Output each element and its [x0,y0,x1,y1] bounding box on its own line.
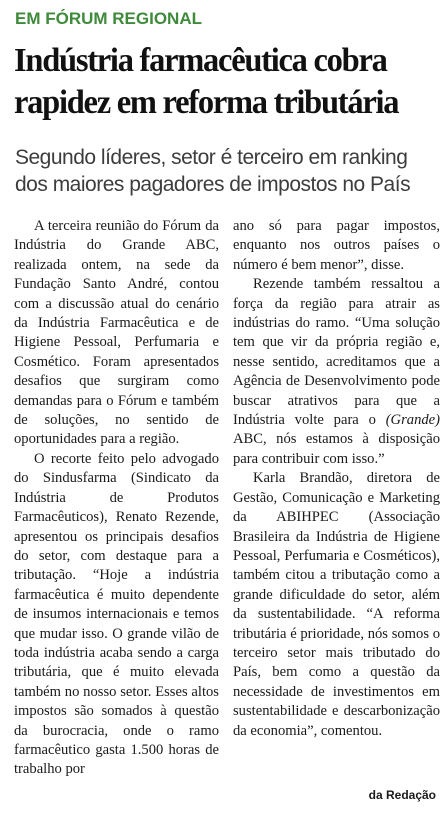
article-column-left [14,217,219,780]
headline: Indústria farmacêutica cobra rapidez em reforma tributária [14,42,399,121]
paragraph-1: A terceira reunião do Fórum da Indústria do Grande ABC, realizada ontem, na sede da Fundação Santo André, contou com a discussão atual do cenário da Indústria Farmacêutica e de Higiene Pessoal, Perfumaria e Cosmético. Foram apresentados desafios que surgiram como demandas para o Fórum e também de soluções, no sentido de oportunidades para a região. [14,218,219,448]
article-column-right [233,217,440,741]
paragraph-3-emphasis: (Grande) [385,412,440,429]
section-label: EM FÓRUM REGIONAL [15,9,202,28]
byline-credit: da Redação [368,788,436,802]
subheadline: Segundo líderes, setor é terceiro em ranking dos maiores pagadores de impostos no País [15,146,411,196]
paragraph-4: Karla Brandão, diretora de Gestão, Comunicação e Marketing da ABIHPEC (Associação Brasileira da Indústria de Higiene Pessoal, Perfumaria e Cosméticos), também citou a tributação como a grande dificuldade do setor, além da sustentabilidade. “A reforma tributária é prioridade, nós somos o terceiro setor mais tributado do País, bem como a questão da necessidade de investimentos em sustentabilidade e descarbonização da economia”, comentou. [233,470,440,739]
paragraph-2-continued: ano só para pagar impostos, enquanto nos outros países o número é bem menor”, disse. [233,218,440,273]
paragraph-3-text-a: Rezende também ressaltou a força da região para atrair as indústrias do ramo. “Uma solução tem que vir da própria região e, nesse sentido, acreditamos que a Agência de Desenvolvimento pode buscar atrativos para que a Indústria volte para o [233,276,440,429]
paragraph-2: O recorte feito pelo advogado do Sindusfarma (Sindicato da Indústria de Produtos Farmacêuticos), Renato Rezende, apresentou os principais desafios do setor, com destaque para a tributação. “Hoje a indústria farmacêutica é muito dependente de insumos internacionais e temos que mudar isso. O grande vilão de toda indústria acaba sendo a carga tributária, que é muito elevada também no nosso setor. Esses altos impostos são somados à questão da burocracia, onde o ramo farmacêutico gasta 1.500 horas de trabalho por [14,450,219,778]
paragraph-3 [233,275,440,469]
paragraph-3-text-b: ABC, nós estamos à disposição para contribuir com isso.” [233,431,440,467]
